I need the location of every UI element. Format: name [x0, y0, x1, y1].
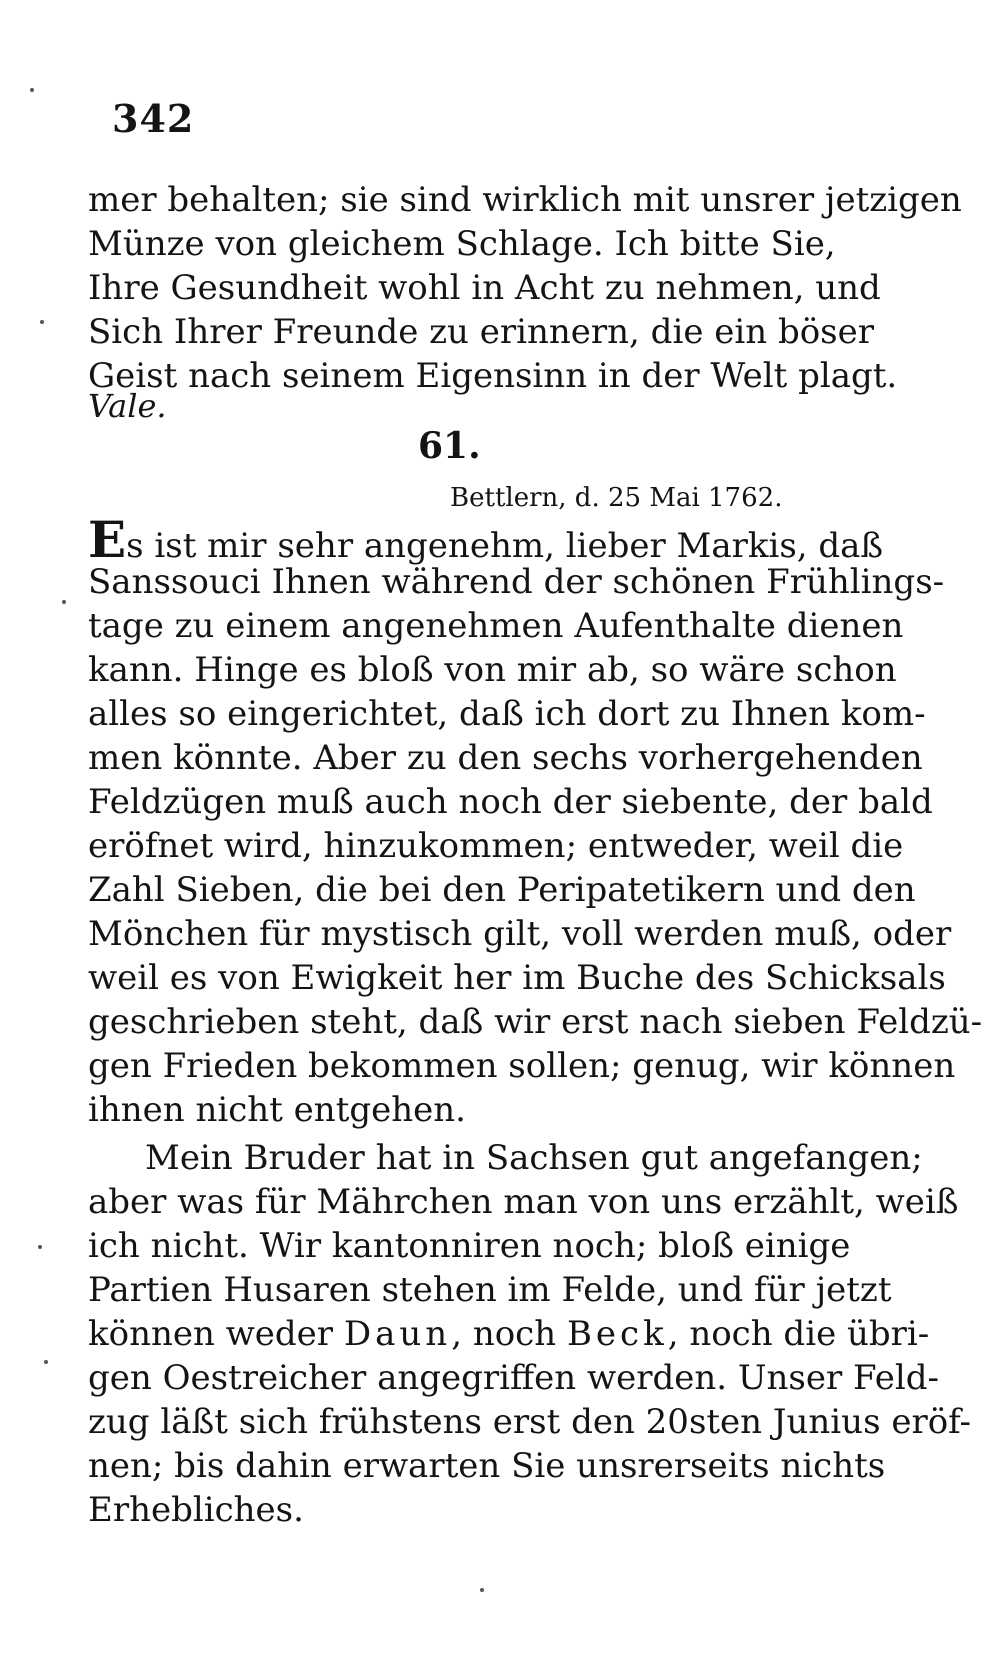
- text-line: Sich Ihrer Freunde zu erinnern, die ein böser: [88, 312, 875, 352]
- scan-speck: [480, 1588, 484, 1592]
- letter-number: 61.: [418, 425, 481, 467]
- text-line: Mönchen für mystisch gilt, voll werden muß, oder: [88, 914, 952, 954]
- text-line: Münze von gleichem Schlage. Ich bitte Sie,: [88, 224, 836, 264]
- closing-vale: Vale.: [88, 387, 167, 425]
- text-line: Geist nach seinem Eigensinn in der Welt plagt.: [88, 356, 898, 396]
- text-line: gen Oestreicher angegriffen werden. Unser Feld-: [88, 1358, 940, 1398]
- first-line-text: s ist mir sehr angenehm, lieber Markis, daß: [126, 526, 884, 566]
- text-fragment: , noch: [451, 1314, 567, 1354]
- text-line: Mein Bruder hat in Sachsen gut angefangen;: [145, 1138, 923, 1178]
- text-line: aber was für Mährchen man von uns erzählt, weiß: [88, 1182, 959, 1222]
- text-fragment: , noch die übri-: [667, 1314, 930, 1354]
- text-line: eröfnet wird, hinzukommen; entweder, weil die: [88, 826, 904, 866]
- scan-speck: [38, 1245, 42, 1249]
- text-line: geschrieben steht, daß wir erst nach sieben Feldzü-: [88, 1002, 982, 1042]
- text-line-daun: [88, 1312, 930, 1356]
- text-line: kann. Hinge es bloß von mir ab, so wäre schon: [88, 650, 897, 690]
- scan-speck: [62, 600, 66, 604]
- text-line: gen Frieden bekommen sollen; genug, wir können: [88, 1046, 956, 1086]
- text-line: weil es von Ewigkeit her im Buche des Schicksals: [88, 958, 946, 998]
- text-line: mer behalten; sie sind wirklich mit unsrer jetzigen: [88, 180, 962, 220]
- text-line: zug läßt sich frühstens erst den 20sten Junius eröf-: [88, 1402, 972, 1442]
- text-line: men könnte. Aber zu den sechs vorhergehenden: [88, 738, 923, 778]
- scan-speck: [40, 320, 44, 324]
- dateline: Bettlern, d. 25 Mai 1762.: [450, 483, 783, 513]
- text-line: Erhebliches.: [88, 1490, 304, 1530]
- name-daun: Daun: [343, 1314, 452, 1354]
- text-line: tage zu einem angenehmen Aufenthalte dienen: [88, 606, 904, 646]
- scan-speck: [30, 88, 34, 92]
- scan-speck: [44, 1360, 48, 1364]
- text-line: Feldzügen muß auch noch der siebente, der bald: [88, 782, 933, 822]
- text-line: ich nicht. Wir kantonniren noch; bloß einige: [88, 1226, 851, 1266]
- page-number: 342: [112, 96, 195, 141]
- drop-cap: E: [88, 510, 127, 569]
- text-line: ihnen nicht entgehen.: [88, 1090, 466, 1130]
- name-beck: Beck: [566, 1314, 668, 1354]
- text-line: Partien Husaren stehen im Felde, und für jetzt: [88, 1270, 892, 1310]
- text-line: Zahl Sieben, die bei den Peripatetikern und den: [88, 870, 916, 910]
- text-line: Sanssouci Ihnen während der schönen Frühlings-: [88, 562, 945, 602]
- text-line: nen; bis dahin erwarten Sie unsrerseits nichts: [88, 1446, 886, 1486]
- text-fragment: können weder: [88, 1314, 344, 1354]
- text-line: alles so eingerichtet, daß ich dort zu Ihnen kom-: [88, 694, 926, 734]
- text-line: Ihre Gesundheit wohl in Acht zu nehmen, und: [88, 268, 881, 308]
